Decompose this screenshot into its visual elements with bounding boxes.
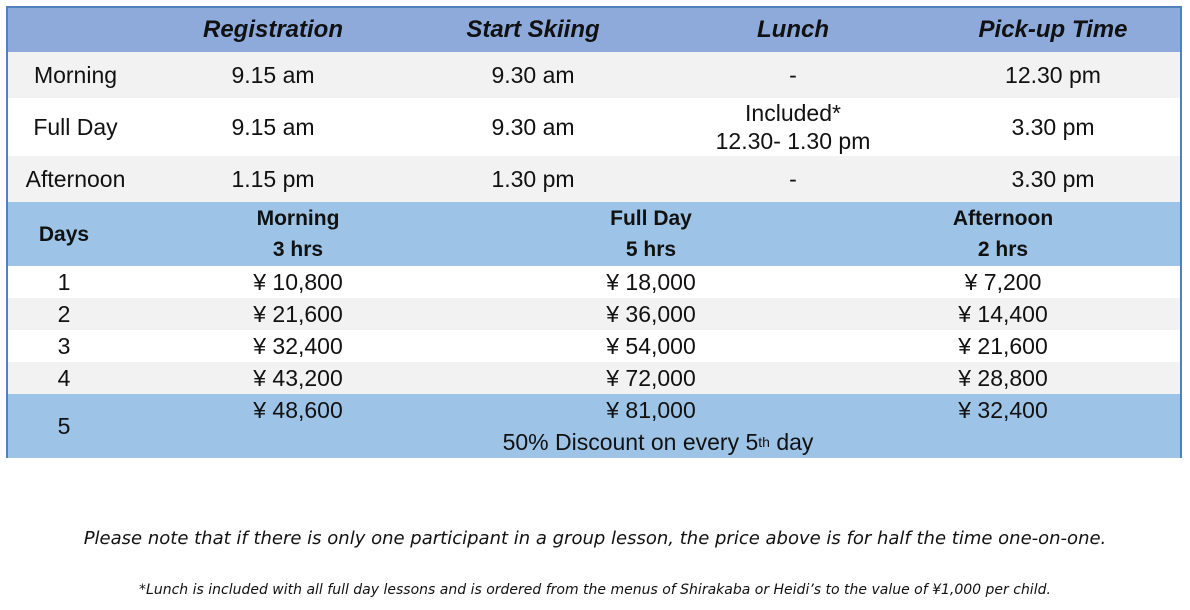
registration-time: 1.15 pm bbox=[231, 165, 315, 192]
price-row-day-5 bbox=[8, 394, 1180, 458]
column-name: Full Day bbox=[610, 207, 692, 230]
lunch-included-label: Included* bbox=[745, 100, 841, 126]
lesson-table bbox=[6, 6, 1182, 458]
start-time: 9.30 am bbox=[491, 113, 575, 140]
day-number: 3 bbox=[57, 332, 71, 359]
start-time: 1.30 pm bbox=[491, 165, 575, 192]
price-row-day-1 bbox=[8, 266, 1180, 298]
price-morning: ¥ 32,400 bbox=[253, 332, 343, 359]
pickup-time: 3.30 pm bbox=[1011, 113, 1095, 140]
discount-note bbox=[308, 426, 1008, 458]
pickup-time: 3.30 pm bbox=[1011, 165, 1095, 192]
price-full-day: ¥ 81,000 bbox=[606, 396, 696, 423]
price-row-day-4 bbox=[8, 362, 1180, 394]
day-number: 1 bbox=[57, 268, 71, 295]
price-full-day: ¥ 72,000 bbox=[606, 364, 696, 391]
price-row-day-2 bbox=[8, 298, 1180, 330]
price-full-day: ¥ 18,000 bbox=[606, 268, 696, 295]
row-label-morning: Morning bbox=[33, 61, 118, 88]
registration-time: 9.15 am bbox=[231, 61, 315, 88]
price-header-afternoon bbox=[903, 202, 1103, 266]
price-morning: ¥ 48,600 bbox=[253, 396, 343, 423]
column-name: Afternoon bbox=[952, 207, 1054, 230]
registration-time: 9.15 am bbox=[231, 113, 315, 140]
schedule-header-row bbox=[8, 8, 1180, 52]
price-header-row bbox=[8, 202, 1180, 266]
price-full-day: ¥ 36,000 bbox=[606, 300, 696, 327]
price-afternoon: ¥ 7,200 bbox=[964, 268, 1042, 295]
schedule-row-morning bbox=[8, 52, 1180, 98]
lunch-time: - bbox=[789, 61, 797, 88]
header-lunch: Lunch bbox=[757, 16, 829, 43]
lunch-time bbox=[673, 98, 913, 156]
price-header-morning bbox=[198, 202, 398, 266]
column-name: Morning bbox=[256, 207, 340, 230]
price-afternoon: ¥ 28,800 bbox=[958, 364, 1048, 391]
row-label-full-day: Full Day bbox=[33, 113, 118, 140]
start-time: 9.30 am bbox=[491, 61, 575, 88]
days-header: Days bbox=[38, 222, 90, 246]
price-afternoon: ¥ 32,400 bbox=[958, 396, 1048, 423]
price-afternoon: ¥ 21,600 bbox=[958, 332, 1048, 359]
day-number: 4 bbox=[57, 364, 71, 391]
price-full-day: ¥ 54,000 bbox=[606, 332, 696, 359]
price-row-day-3 bbox=[8, 330, 1180, 362]
lunch-time-range: 12.30- 1.30 pm bbox=[715, 128, 871, 154]
pickup-time: 12.30 pm bbox=[1005, 61, 1101, 88]
header-start-skiing: Start Skiing bbox=[466, 16, 600, 43]
header-pickup-time: Pick-up Time bbox=[978, 16, 1128, 43]
schedule-row-full-day bbox=[8, 98, 1180, 156]
group-lesson-note: Please note that if there is only one participant in a group lesson, the price above is for half the time one-on-one. bbox=[83, 528, 1107, 549]
column-duration: 3 hrs bbox=[272, 238, 324, 261]
discount-suffix: day bbox=[769, 428, 814, 455]
day-number: 2 bbox=[57, 300, 71, 327]
header-registration: Registration bbox=[202, 16, 343, 43]
price-morning: ¥ 10,800 bbox=[253, 268, 343, 295]
lunch-time: - bbox=[789, 165, 797, 192]
row-label-afternoon: Afternoon bbox=[25, 165, 126, 192]
price-morning: ¥ 21,600 bbox=[253, 300, 343, 327]
schedule-row-afternoon bbox=[8, 156, 1180, 202]
price-afternoon: ¥ 14,400 bbox=[958, 300, 1048, 327]
column-duration: 2 hrs bbox=[977, 238, 1029, 261]
day-number: 5 bbox=[57, 412, 71, 439]
price-morning: ¥ 43,200 bbox=[253, 364, 343, 391]
column-duration: 5 hrs bbox=[625, 238, 677, 261]
discount-superscript: th bbox=[758, 434, 770, 450]
discount-text: 50% Discount on every 5 bbox=[502, 428, 759, 455]
price-header-full-day bbox=[551, 202, 751, 266]
lunch-footnote: *Lunch is included with all full day lessons and is ordered from the menus of Shirakaba or Heidi’s to the value of ¥1,000 per child. bbox=[139, 582, 1051, 598]
